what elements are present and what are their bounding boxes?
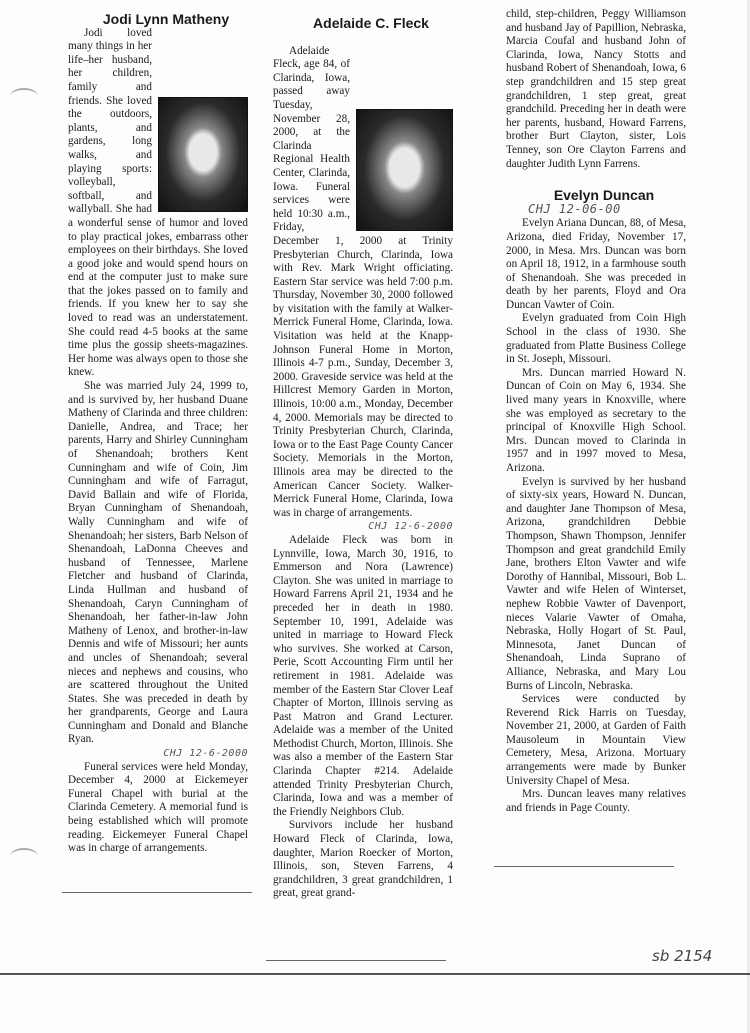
obituary-paragraph: Adelaide Fleck, age 84, of Clarinda, Iowa, passed away Tuesday, November 28, 2000, at the Clarinda Regional Health Center, Clarinda, Iowa. Funeral services were held 10:30 a.m., Friday, December 1, 2000 at Trinity Presbyterian Church, Clarinda, Iowa with Rev. Mark Wright officiating. Eastern Star service was held 7:00 p.m. Thursday, November 30, 2000 followed by visitation with the family at Walker-Merrick Funeral Home, Clarinda, Iowa. Visitation was held at the Knapp-Johnson Funeral Home in Morton, Illinois 4-7 p.m., Sunday, December 3, 2000. Graveside service was held at the Hillcrest Memory Garden in Morton, Illinois, 10:00 a.m., Monday, December 4, 2000. Memorials may be directed to Trinity Presbyterian Church, Clarinda, Iowa or to the East Page County Cancer Society. Memorials in the Morton, Illinois area may be directed to the American Cancer Society. Walker-Merrick Funeral Home, Clarinda, Iowa was in charge of arrangements. [273,44,453,519]
obituary-heading: Jodi Lynn Matheny [102,11,230,27]
obituary-paragraph: Evelyn is survived by her husband of sixty-six years, Howard N. Duncan, and daughter Jane Thompson of Mesa, Arizona, grandchildren Debbie Thompson, Shawn Thompson, Jennifer Thompson and great grandchild Emily Jane, brothers Elton Vawter and wife Dorothy of Hannibal, Missouri, Bob L. Vawter and wife Helen of Winterset, nephew Robbie Vawter of Davenport, nieces Valarie Vawter of Omaha, Nebraska, Holly Hogart of St. Paul, Minnesota, Janet Duncan of Shenandoah, Linda Suprano of Alliance, Nebraska, and Mary Lou Burns of Lincoln, Nebraska. [506,475,686,692]
obituary-paragraph: Mrs. Duncan leaves many relatives and friends in Page County. [506,788,686,814]
obituary-paragraph: Funeral services were held Monday, December 4, 2000 at Eickemeyer Funeral Chapel with burial at the Clarinda Cemetery. A memorial fund is being established which will promote reading. Eickemeyer Funeral Chapel was in charge of arrangements. [68,760,248,855]
obituary-paragraph: Survivors include her husband Howard Fleck of Clarinda, Iowa, daughter, Marion Roecker of Morton, Illinois, son, Steven Farrens, 4 grandchildren, 3 great grandchildren, 1 great, great grand- [273,819,453,900]
column-rule [494,866,674,867]
column-rule [62,892,252,893]
binder-hole-top [10,88,38,104]
obituary-paragraph: Services were conducted by Reverend Rick Harris on Tuesday, November 21, 2000, at Garden of Faith Mausoleum in Mountain View Cemetery, Mesa, Arizona. Mortuary arrangements were made by Bunker University Chapel of Mesa. [506,693,686,787]
obituary-heading: Evelyn Duncan [553,187,655,204]
obituary-column-3 [506,0,686,815]
handwritten-note: CHJ 12-06-00 [528,201,621,216]
page-bottom-rule [0,973,750,975]
obituary-heading: Adelaide C. Fleck [313,15,429,31]
column-rule [266,960,446,961]
obituary-paragraph: Adelaide Fleck was born in Lynnville, Iowa, March 30, 1916, to Emmerson and Nora (Lawrence) Clayton. She was united in marriage to Howard Farrens April 21, 1934 and he preceded her in death in 1980. September 10, 1991, Adelaide was united in marriage to Howard Fleck who survives. She worked at Carson, Perie, Scott Accounting Firm until her retirement in 1981. Adelaide was member of the Eastern Star Clover Leaf Chapter of Morton, Illinois serving as Past Matron and Grand Lecturer. Adelaide was a member of the United Methodist Church, Morton, Illinois. She was also a member of the Eastern Star Clarinda Chapter #214. Adelaide attended Trinity Presbyterian Church, Clarinda, Iowa and was a member of the Friendly Neighbors Club. [273,533,453,818]
handwritten-note: CHJ 12-6-2000 [368,521,453,533]
obituary-paragraph: Mrs. Duncan married Howard N. Duncan of Coin on May 6, 1934. She lived many years in Knoxville, where she was employed as secretary to the principal of Knoxville High School. Mrs. Duncan moved to Clarinda in 1957 and in 1997 moved to Mesa, Arizona. [506,366,686,474]
obituary-paragraph: She was married July 24, 1999 to, and is survived by, her husband Duane Matheny of Clarinda and three children: Danielle, Andrea, and Trace; her parents, Harry and Shirley Cunningham of Shenandoah; brothers Kent Cunningham and wife of Coin, Jim Cunningham and wife of Farragut, David Ballain and wife of Florida, Bryan Cunningham of Shenandoah, Wally Cunningham and wife of Shenandoah; her sisters, Barb Nelson of Shenandoah, LaDonna Cheeves and husband of Tennessee, Marlene Fletcher and husband of Clarinda, Linda Hullman and husband of Shenandoah, Caryn Cunningham of Shenandoah, her father-in-law John Matheny of Lenox, and brother-in-law Dennis and wife of Missouri; her aunts and uncles of Shenandoah; several nieces and nephews and cousins, who are scattered throughout the United States. She was preceded in death by her grandparents, George and Laura Cunningham and Donald and Blanche Ryan. [68,380,248,746]
obituary-paragraph: Jodi loved many things in her life–her husband, her children, family and friends. She loved the outdoors, plants, and gardens, long walks, and playing sports: volleyball, softball, and wallyball. She had a wonderful sense of humor and loved to play practical jokes, embarrass other employees on their birthdays. She loved a good joke and would spend hours on end at the computer just to make sure that the jokes passed on to family and friends. If you knew her to say she loved to read was an understatement. She could read 4-5 books at the same time plus the gossip sheets-magazines. Her home was always open to those she knew. [68,26,248,379]
obituary-paragraph: Evelyn graduated from Coin High School in the class of 1930. She graduated from Platte Business College in St. Joseph, Missouri. [506,312,686,366]
obituary-fleck [273,0,453,901]
obituary-paragraph: Evelyn Ariana Duncan, 88, of Mesa, Arizona, died Friday, November 17, 2000, in Mesa. Mrs. Duncan was born on April 18, 1912, in a farmhouse south of Shenandoah. She was preceded in death by her parents, Floyd and Ora Duncan Vawter of Coin. [506,217,686,311]
obituary-paragraph: child, step-children, Peggy Williamson and husband Jay of Papillion, Nebraska, Marcia Coufal and husband John of Clarinda, Iowa, Nancy Stotts and husband Robert of Shenandoah, Iowa, 6 step grandchildren and 15 step great grandchildren, 1 step great, great grandchild. Preceding her in death were her parents, husband, Howard Farrens, brother Burt Clayton, sister, Lois Tenney, son Ore Clayton Farrens and daughter Judith Lynn Farrens. [506,8,686,170]
obituary-matheny [68,0,248,856]
page-note: sb 2154 [652,947,713,965]
binder-hole-bottom [10,848,38,864]
portrait-photo [158,97,248,212]
handwritten-note: CHJ 12-6-2000 [163,748,248,760]
portrait-photo [356,109,453,231]
